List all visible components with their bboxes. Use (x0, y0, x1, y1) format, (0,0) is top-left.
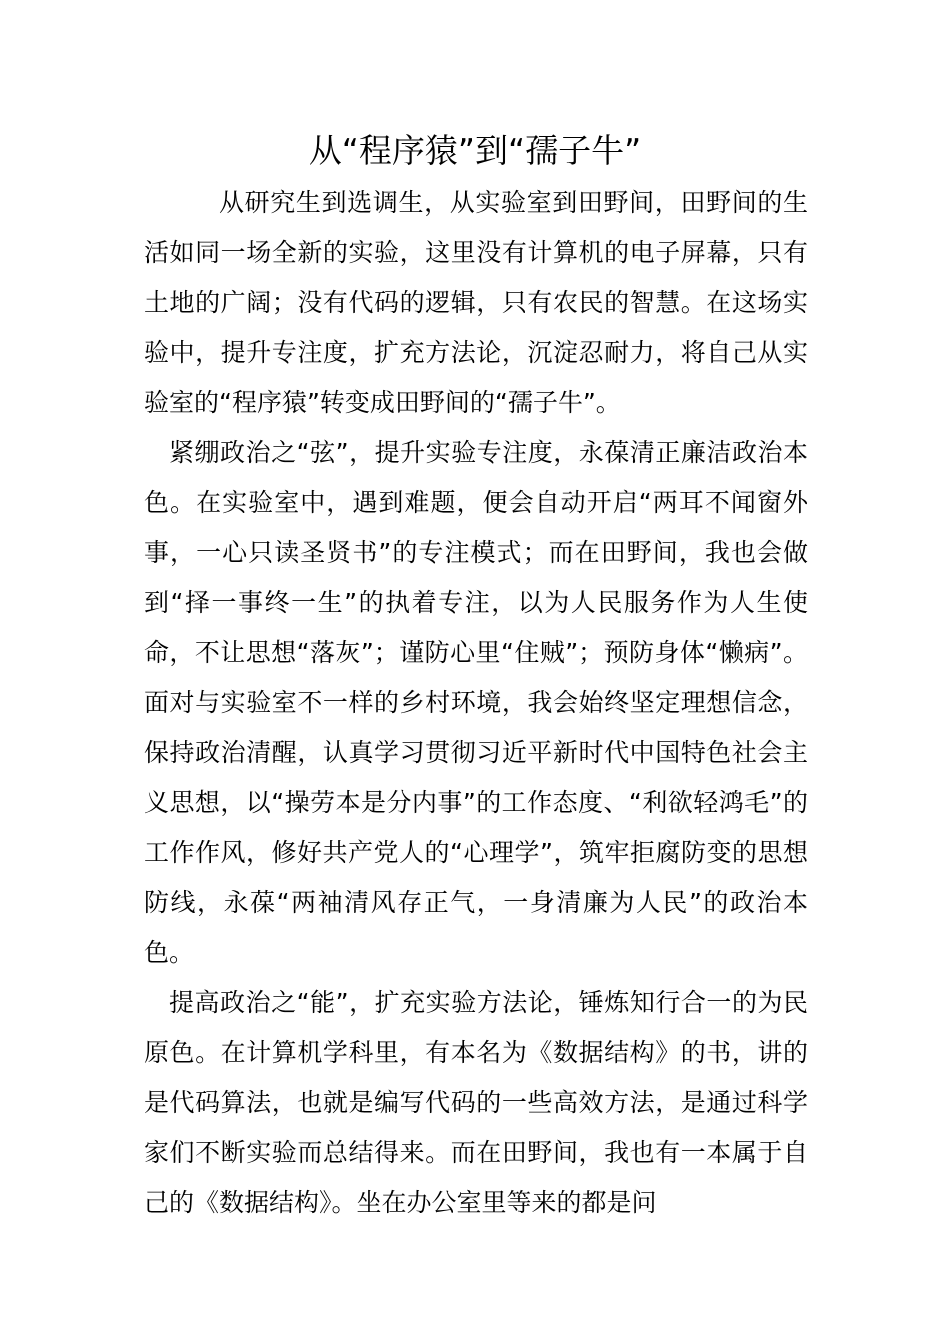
paragraph-political-ability: 提高政治之“能”，扩充实验方法论，锤炼知行合一的为民原色。在计算机学科里，有本名为《数据结构》的书，讲的是代码算法，也就是编写代码的一些高效方法，是通过科学家们不断实验而总结得来。而在田野间，我也有一本属于自己的《数据结构》。坐在办公室里等来的都是问 (144, 988, 808, 1217)
paragraph-intro: 从研究生到选调生，从实验室到田野间，田野间的生活如同一场全新的实验，这里没有计算机的电子屏幕，只有土地的广阔；没有代码的逻辑，只有农民的智慧。在这场实验中，提升专注度，扩充方法论，沉淀忍耐力，将自己从实验室的“程序猿”转变成田野间的“孺子牛”。 (144, 188, 808, 417)
document-title: 从“程序猿”到“孺子牛” (308, 131, 642, 170)
document-body (144, 178, 808, 1228)
paragraph-political-string: 紧绷政治之“弦”，提升实验专注度，永葆清正廉洁政治本色。在实验室中，遇到难题，便会自动开启“两耳不闻窗外事，一心只读圣贤书”的专注模式；而在田野间，我也会做到“择一事终一生”的执着专注，以为人民服务作为人生使命，不让思想“落灰”；谨防心里“住贼”；预防身体“懒病”。面对与实验室不一样的乡村环境，我会始终坚定理想信念，保持政治清醒，认真学习贯彻习近平新时代中国特色社会主义思想，以“操劳本是分内事”的工作态度、“利欲轻鸿毛”的工作作风，修好共产党人的“心理学”，筑牢拒腐防变的思想防线，永葆“两袖清风存正气，一身清廉为人民”的政治本色。 (144, 438, 808, 967)
